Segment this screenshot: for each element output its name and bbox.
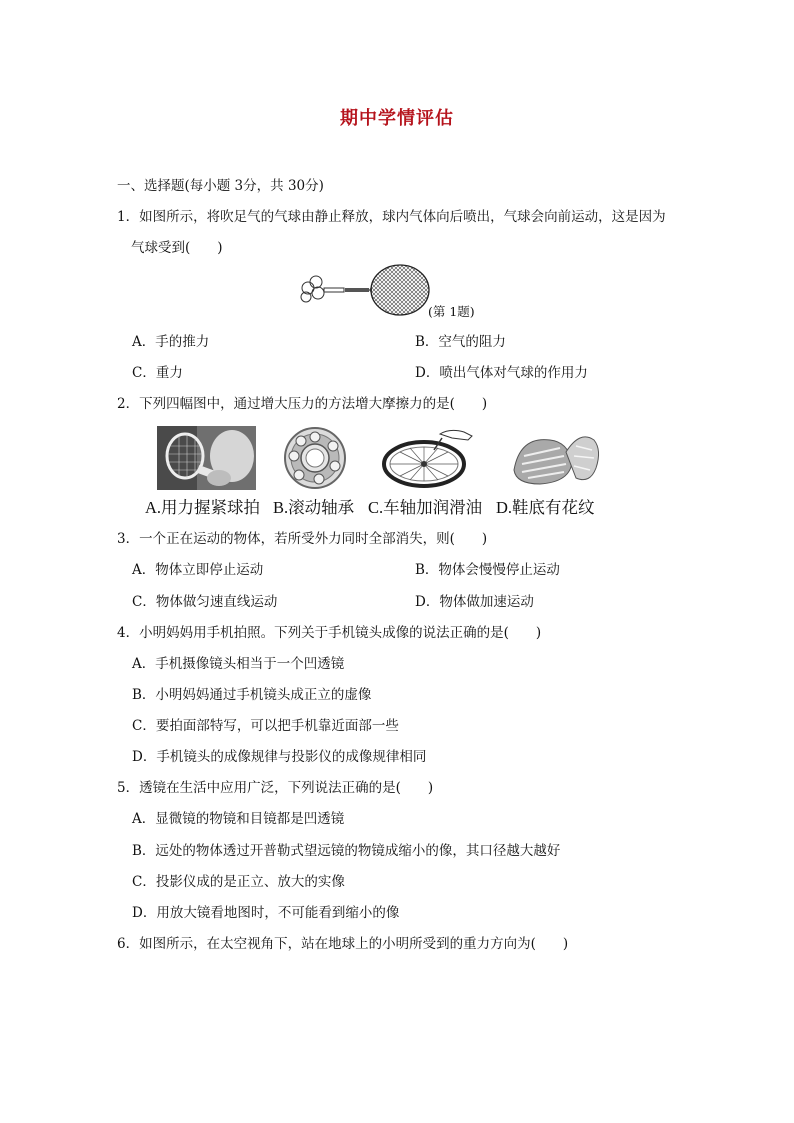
section-heading: 一、选择题(每小题 3分，共 30分) [117,178,324,194]
q3-option-a[interactable]: A．物体立即停止运动 [132,562,264,578]
q1-option-b[interactable]: B．空气的阻力 [415,334,506,350]
balloon-icon [371,265,429,315]
q3-option-c[interactable]: C．物体做匀速直线运动 [132,594,278,610]
q2-stem: 2．下列四幅图中，通过增大压力的方法增大摩擦力的是( ) [117,396,488,412]
q2-caption-a[interactable]: A.用力握紧球拍 [145,498,261,517]
q2-caption-c[interactable]: C.车轴加润滑油 [368,498,483,517]
gas-cloud-icon [301,276,324,302]
q4-option-a[interactable]: A．手机摄像镜头相当于一个凹透镜 [132,656,345,672]
balloon-figure [296,264,436,322]
q3-stem: 3．一个正在运动的物体，若所受外力同时全部消失，则( ) [117,531,488,547]
q4-option-d[interactable]: D．手机镜头的成像规律与投影仪的成像规律相同 [132,749,427,765]
wheel-oil-image [380,426,476,490]
q3-option-b[interactable]: B．物体会慢慢停止运动 [415,562,560,578]
q1-option-d[interactable]: D．喷出气体对气球的作用力 [415,365,588,381]
q4-stem: 4．小明妈妈用手机拍照。下列关于手机镜头成像的说法正确的是( ) [117,625,542,641]
q2-caption-b[interactable]: B.滚动轴承 [273,498,355,517]
q1-option-c[interactable]: C．重力 [132,365,183,381]
racket-grip-image [157,426,256,490]
q5-option-a[interactable]: A．显微镜的物镜和目镜都是凹透镜 [132,811,345,827]
q1-stem-continued: 气球受到( ) [131,240,223,256]
page-title: 期中学情评估 [340,108,454,129]
shoe-sole-image [510,426,604,490]
q3-option-d[interactable]: D．物体做加速运动 [415,594,534,610]
q5-option-c[interactable]: C．投影仪成的是正立、放大的实像 [132,874,345,890]
q4-option-c[interactable]: C．要拍面部特写，可以把手机靠近面部一些 [132,718,399,734]
q5-stem: 5．透镜在生活中应用广泛，下列说法正确的是( ) [117,780,434,796]
q5-option-d[interactable]: D．用放大镜看地图时，不可能看到缩小的像 [132,905,400,921]
q1-figure-label: (第 1题) [428,304,475,319]
q1-option-a[interactable]: A．手的推力 [132,334,210,350]
q1-stem: 1．如图所示，将吹足气的气球由静止释放，球内气体向后喷出，气球会向前运动，这是因为 [117,209,666,225]
q2-caption-d[interactable]: D.鞋底有花纹 [496,498,595,517]
q5-option-b[interactable]: B．远处的物体透过开普勒式望远镜的物镜成缩小的像，其口径越大越好 [132,843,561,859]
bearing-image [279,426,351,490]
q4-option-b[interactable]: B．小明妈妈通过手机镜头成正立的虚像 [132,687,372,703]
q6-stem: 6．如图所示，在太空视角下，站在地球上的小明所受到的重力方向为( ) [117,936,569,952]
